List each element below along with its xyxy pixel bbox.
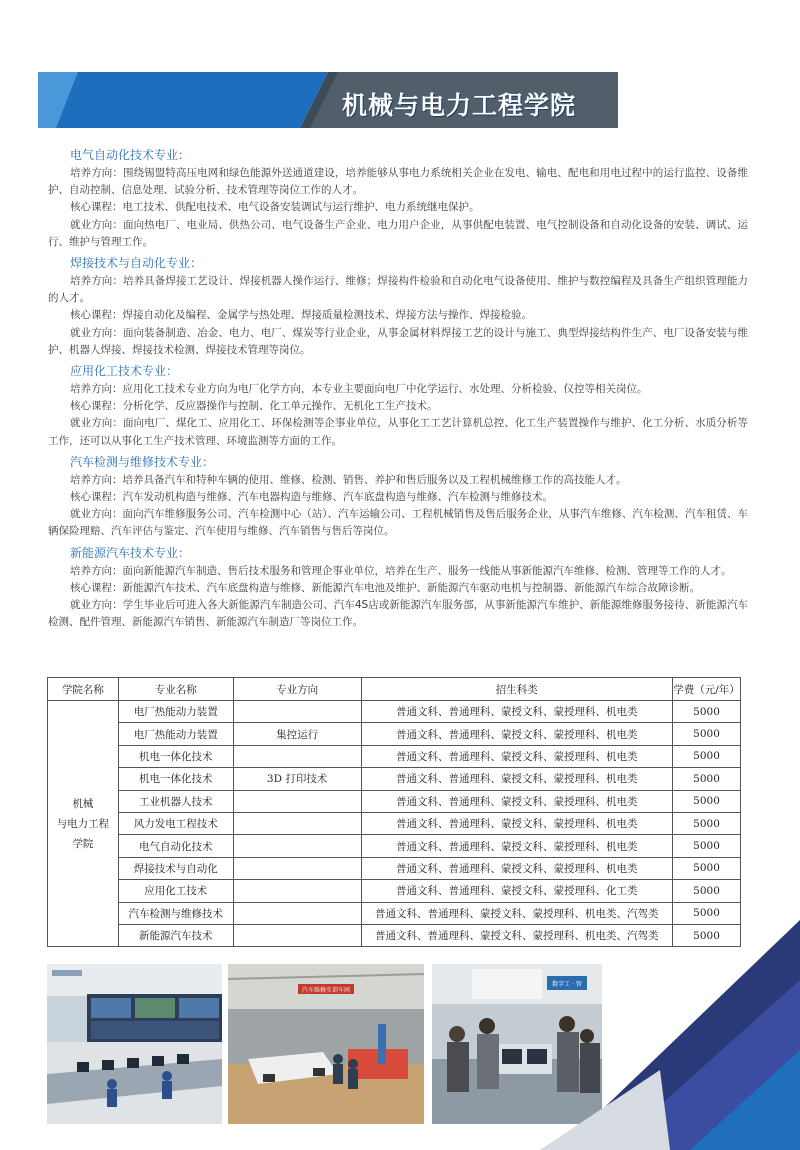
direction-cell — [233, 812, 361, 834]
major-paragraph: 核心课程：汽车发动机构造与维修、汽车电器构造与维修、汽车底盘构造与维修、汽车检测与维修技术。 — [70, 491, 553, 504]
major-cell: 应用化工技术 — [118, 880, 233, 902]
major-title: 汽车检测与维修技术专业： — [70, 454, 215, 469]
page-title: 机械与电力工程学院 — [342, 91, 577, 120]
major-title: 应用化工技术专业： — [70, 364, 179, 379]
category-cell: 普通文科、普通理科、蒙授文科、蒙授理科、机电类 — [361, 723, 673, 745]
fee-cell: 5000 — [673, 790, 741, 812]
col-header-category: 招生科类 — [361, 678, 673, 701]
fee-cell: 5000 — [673, 745, 741, 767]
category-cell: 普通文科、普通理科、蒙授文科、蒙授理科、机电类 — [361, 768, 673, 790]
fee-cell: 5000 — [673, 812, 741, 834]
control-room-photo — [47, 964, 222, 1124]
major-title: 新能源汽车技术专业： — [70, 545, 191, 560]
table-header-row — [48, 678, 741, 701]
major-paragraph: 核心课程：新能源汽车技术、汽车底盘构造与维修、新能源汽车电池及维护、新能源汽车驱动电机与控制器、新能源汽车综合故障诊断。 — [70, 581, 700, 594]
major-paragraph: 就业方向：学生毕业后可进入各大新能源汽车制造公司、汽车4S店或新能源汽车服务部，从事新能源汽车维护、新能源维修服务接待、新能源汽车检测、配件管理、新能源汽车销售、新能源汽车制造厂等岗位工作。 — [48, 599, 748, 629]
fee-cell: 5000 — [673, 701, 741, 723]
table-row — [48, 812, 741, 834]
majors-section — [48, 143, 748, 631]
major-title: 电气自动化技术专业： — [70, 148, 191, 162]
major-cell: 汽车检测与维修技术 — [118, 902, 233, 924]
direction-cell: 3D 打印技术 — [233, 768, 361, 790]
direction-cell — [233, 701, 361, 723]
workshop-photo — [228, 964, 424, 1124]
admission-table — [47, 677, 741, 947]
fee-cell: 5000 — [673, 835, 741, 857]
major-cell: 工业机器人技术 — [118, 790, 233, 812]
col-header-college: 学院名称 — [48, 678, 119, 701]
major-paragraph: 就业方向：面向汽车维修服务公司、汽车检测中心（站）、汽车运输公司、工程机械销售及售后服务企业，从事汽车维修、汽车检测、汽车租赁、车辆保险理赔、汽车评估与鉴定、汽车使用与维修、汽车销售与售后等岗位。 — [48, 508, 748, 538]
college-name-cell: 机械 与电力工程 学院 — [48, 701, 119, 947]
direction-cell — [233, 857, 361, 879]
category-cell: 普通文科、普通理科、蒙授文科、蒙授理科、机电类、汽驾类 — [361, 902, 673, 924]
category-cell: 普通文科、普通理科、蒙授文科、蒙授理科、机电类、汽驾类 — [361, 924, 673, 946]
fee-cell: 5000 — [673, 924, 741, 946]
major-cell: 风力发电工程技术 — [118, 812, 233, 834]
corner-decoration — [540, 920, 800, 1150]
major-cell: 机电一体化技术 — [118, 745, 233, 767]
table-row — [48, 723, 741, 745]
major-paragraph: 培养方向：围绕锡盟特高压电网和绿色能源外送通道建设，培养能够从事电力系统相关企业在发电、输电、配电和用电过程中的运行监控、设备维护、自动控制、信息处理、试验分析、技术管理等岗位工作的人才。 — [48, 167, 748, 197]
major-paragraph: 就业方向：面向热电厂、电业局、供热公司、电气设备生产企业、电力用户企业，从事供配电装置、电气控制设备和自动化设备的安装、调试、运行、维护与管理工作。 — [48, 218, 748, 248]
category-cell: 普通文科、普通理科、蒙授文科、蒙授理科、化工类 — [361, 880, 673, 902]
fee-cell: 5000 — [673, 880, 741, 902]
major-paragraph: 核心课程：分析化学、反应器操作与控制、化工单元操作、无机化工生产技术。 — [70, 400, 438, 413]
major-cell: 新能源汽车技术 — [118, 924, 233, 946]
major-paragraph: 核心课程：焊接自动化及编程、金属学与热处理、焊接质量检测技术、焊接方法与操作、焊接检验。 — [70, 309, 532, 322]
major-paragraph: 培养方向：培养具备汽车和特种车辆的使用、维修、检测、销售、养护和售后服务以及工程机械维修工作的高技能人才。 — [70, 473, 627, 486]
major-paragraph: 培养方向：应用化工技术专业方向为电厂化学方向，本专业主要面向电厂中化学运行、水处理、分析检验、仪控等相关岗位。 — [70, 383, 648, 396]
direction-cell — [233, 880, 361, 902]
major-title: 焊接技术与自动化专业： — [70, 256, 203, 271]
table-row — [48, 701, 741, 723]
major-cell: 电气自动化技术 — [118, 835, 233, 857]
table-row — [48, 835, 741, 857]
table-row — [48, 857, 741, 879]
category-cell: 普通文科、普通理科、蒙授文科、蒙授理科、机电类 — [361, 857, 673, 879]
category-cell: 普通文科、普通理科、蒙授文科、蒙授理科、机电类 — [361, 701, 673, 723]
major-paragraph: 培养方向：面向新能源汽车制造、售后技术服务和管理企事业单位，培养在生产、服务一线能从事新能源汽车维修、检测、管理等工作的人才。 — [70, 564, 732, 577]
fee-cell: 5000 — [673, 857, 741, 879]
direction-cell — [233, 902, 361, 924]
category-cell: 普通文科、普通理科、蒙授文科、蒙授理科、机电类 — [361, 812, 673, 834]
direction-cell: 集控运行 — [233, 723, 361, 745]
major-cell: 机电一体化技术 — [118, 768, 233, 790]
major-paragraph: 就业方向：面向装备制造、冶金、电力、电厂、煤炭等行业企业，从事金属材料焊接工艺的设计与施工、典型焊接结构件生产、电厂设备安装与维护、机器人焊接、焊接技术检测、焊接技术管理等岗位。 — [48, 326, 748, 356]
table-row — [48, 768, 741, 790]
table-row — [48, 745, 741, 767]
major-cell: 电厂热能动力装置 — [118, 723, 233, 745]
col-header-direction: 专业方向 — [233, 678, 361, 701]
category-cell: 普通文科、普通理科、蒙授文科、蒙授理科、机电类 — [361, 790, 673, 812]
fee-cell: 5000 — [673, 723, 741, 745]
category-cell: 普通文科、普通理科、蒙授文科、蒙授理科、机电类 — [361, 835, 673, 857]
major-paragraph: 核心课程：电工技术、供配电技术、电气设备安装调试与运行维护、电力系统继电保护。 — [70, 201, 480, 214]
major-cell: 电厂热能动力装置 — [118, 701, 233, 723]
table-row — [48, 790, 741, 812]
direction-cell — [233, 745, 361, 767]
major-paragraph: 培养方向：培养具备焊接工艺设计、焊接机器人操作运行、维修；焊接构件检验和自动化电气设备使用、维护与数控编程及具备生产组织管理能力的人才。 — [48, 275, 748, 305]
table-row — [48, 880, 741, 902]
col-header-fee: 学费（元/年） — [673, 678, 741, 701]
col-header-major: 专业名称 — [118, 678, 233, 701]
direction-cell — [233, 835, 361, 857]
major-cell: 焊接技术与自动化 — [118, 857, 233, 879]
direction-cell — [233, 924, 361, 946]
major-paragraph: 就业方向：面向电厂、煤化工、应用化工、环保检测等企事业单位，从事化工工艺计算机总控、化工生产装置操作与维护、化工分析、水质分析等工作，还可以从事化工生产技术管理、环境监测等方面的工作。 — [48, 417, 748, 447]
fee-cell: 5000 — [673, 768, 741, 790]
workshop-sign: 汽车维修实训车间 — [301, 987, 351, 994]
lab-sign: 数字工 · 智 — [552, 981, 582, 988]
direction-cell — [233, 790, 361, 812]
category-cell: 普通文科、普通理科、蒙授文科、蒙授理科、机电类 — [361, 745, 673, 767]
fee-cell: 5000 — [673, 902, 741, 924]
